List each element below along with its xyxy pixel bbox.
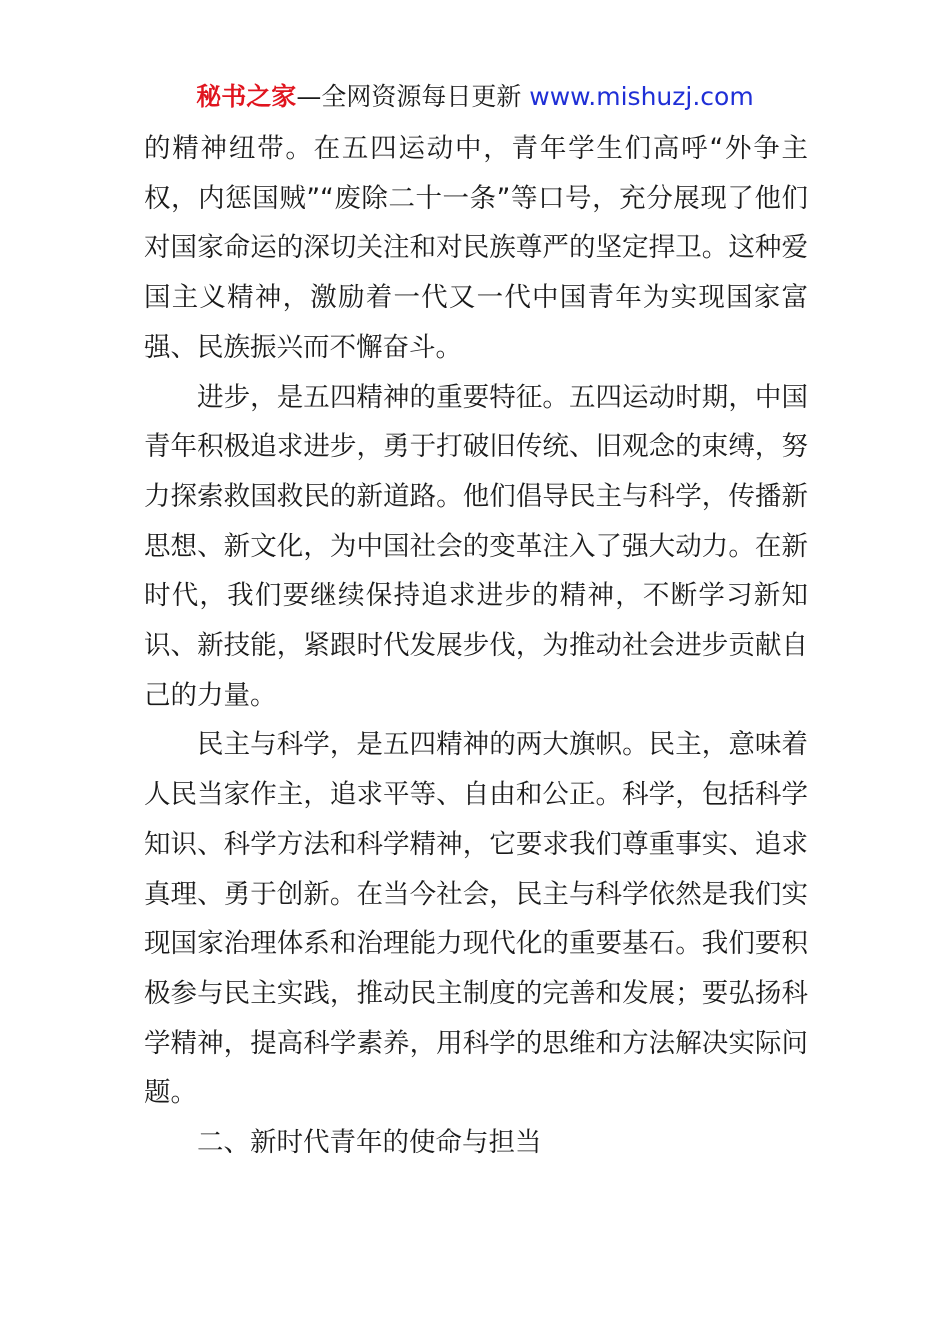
header-tagline: —全网资源每日更新	[296, 82, 530, 111]
brand-name: 秘书之家	[196, 82, 297, 111]
paragraph-continuation: 的精神纽带。在五四运动中，青年学生们高呼“外争主权，内惩国贼”“废除二十一条”等口号，充分展现了他们对国家命运的深切关注和对民族尊严的坚定捍卫。这种爱国主义精神，激励着一代又一代中国青年为实现国家富强、民族振兴而不懈奋斗。	[144, 133, 808, 363]
page-header	[0, 80, 950, 114]
section-heading: 二、新时代青年的使命与担当	[197, 1127, 542, 1159]
document-body	[144, 124, 808, 1168]
site-url-link[interactable]: www.mishuzj.com	[529, 82, 754, 111]
paragraph-democracy-science: 民主与科学，是五四精神的两大旗帜。民主，意味着人民当家作主，追求平等、自由和公正。科学，包括科学知识、科学方法和科学精神，它要求我们尊重事实、追求真理、勇于创新。在当今社会，民主与科学依然是我们实现国家治理体系和治理能力现代化的重要基石。我们要积极参与民主实践，推动民主制度的完善和发展；要弘扬科学精神，提高科学素养，用科学的思维和方法解决实际问题。	[144, 729, 808, 1109]
paragraph-progress: 进步，是五四精神的重要特征。五四运动时期，中国青年积极追求进步，勇于打破旧传统、旧观念的束缚，努力探索救国救民的新道路。他们倡导民主与科学，传播新思想、新文化，为中国社会的变革注入了强大动力。在新时代，我们要继续保持追求进步的精神，不断学习新知识、新技能，紧跟时代发展步伐，为推动社会进步贡献自己的力量。	[144, 381, 808, 711]
